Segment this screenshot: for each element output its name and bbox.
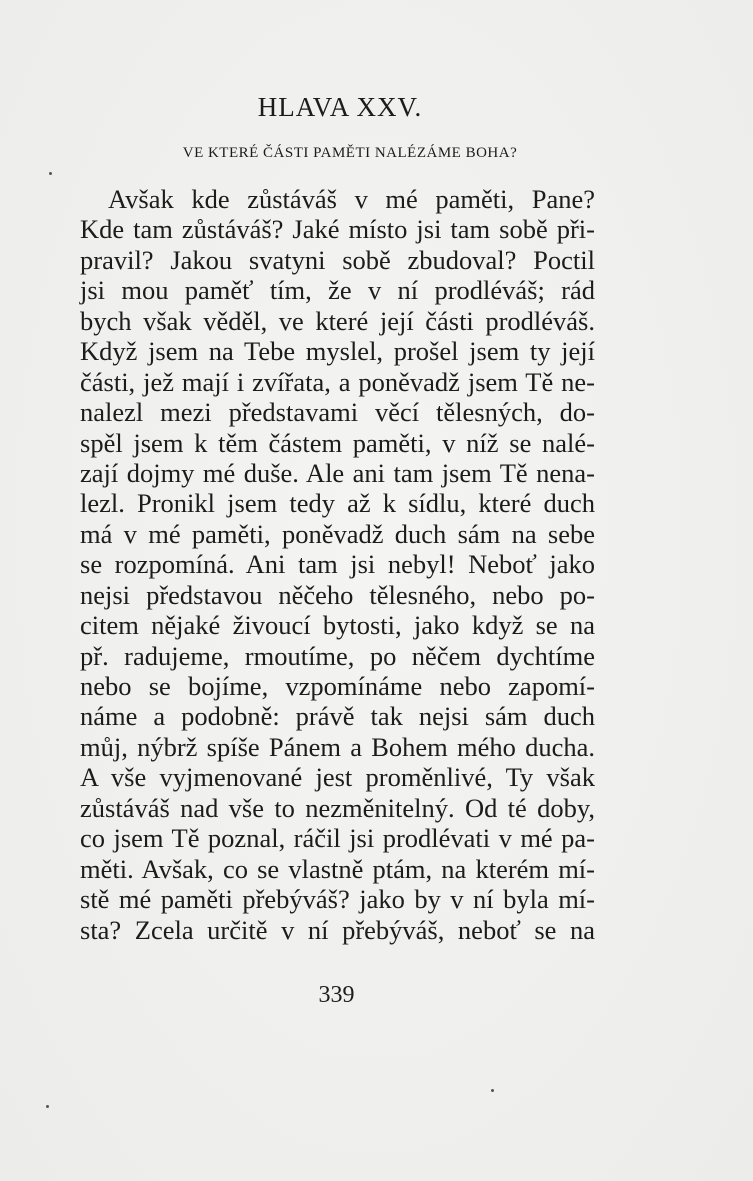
text-line: A vše vyjmenované jest proměnlivé, Ty však — [80, 762, 595, 793]
text-line: sta? Zcela určitě v ní přebýváš, neboť se na — [80, 914, 595, 945]
text-line: má v mé paměti, poněvadž duch sám na sebe — [80, 518, 595, 549]
text-line: nalezl mezi představami věcí tělesných, do- — [80, 397, 595, 428]
text-line: bych však věděl, ve které její části prodléváš. — [80, 305, 595, 336]
text-line: citem nějaké živoucí bytosti, jako když se na — [80, 610, 595, 641]
text-line: se rozpomíná. Ani tam jsi nebyl! Neboť jako — [80, 549, 595, 580]
paper-speck — [46, 1105, 49, 1108]
text-line: náme a podobně: právě tak nejsi sám duch — [80, 701, 595, 732]
text-line: př. radujeme, rmoutíme, po něčem dychtíme — [80, 640, 595, 671]
chapter-title: HLAVA XXV. — [257, 92, 423, 122]
page-number: 339 — [318, 982, 355, 1008]
text-line: můj, nýbrž spíše Pánem a Bohem mého ducha. — [80, 731, 595, 762]
text-line: nebo se bojíme, vzpomínáme nebo zapomí- — [80, 671, 595, 701]
text-line: Avšak kde zůstáváš v mé paměti, Pane? — [108, 184, 595, 214]
body-text — [80, 184, 595, 945]
text-line: lezl. Pronikl jsem tedy až k sídlu, které duch — [80, 488, 595, 519]
paper-speck — [491, 1089, 494, 1092]
text-line: Když jsem na Tebe myslel, prošel jsem ty její — [80, 336, 595, 367]
chapter-subtitle: VE KTERÉ ČÁSTI PAMĚTI NALÉZÁME BOHA? — [182, 145, 518, 161]
text-line: nejsi představou něčeho tělesného, nebo po- — [80, 579, 595, 610]
text-line: měti. Avšak, co se vlastně ptám, na kterém mí- — [80, 853, 595, 884]
paper-speck — [49, 172, 52, 175]
text-line: části, jež mají i zvířata, a poněvadž jsem Tě ne- — [80, 366, 595, 397]
text-line: Kde tam zůstáváš? Jaké místo jsi tam sobě při- — [80, 214, 595, 245]
text-line: pravil? Jakou svatyni sobě zbudoval? Poctil — [80, 244, 595, 275]
text-line: spěl jsem k těm částem paměti, v níž se nalé- — [80, 427, 595, 458]
text-line: jsi mou paměť tím, že v ní prodléváš; rád — [80, 275, 595, 306]
text-line: zají dojmy mé duše. Ale ani tam jsem Tě nena- — [80, 457, 595, 488]
text-line: stě mé paměti přebýváš? jako by v ní byla mí- — [80, 884, 595, 915]
text-line: zůstáváš nad vše to nezměnitelný. Od té doby, — [80, 792, 595, 823]
text-line: co jsem Tě poznal, ráčil jsi prodlévati v mé pa- — [80, 823, 595, 854]
